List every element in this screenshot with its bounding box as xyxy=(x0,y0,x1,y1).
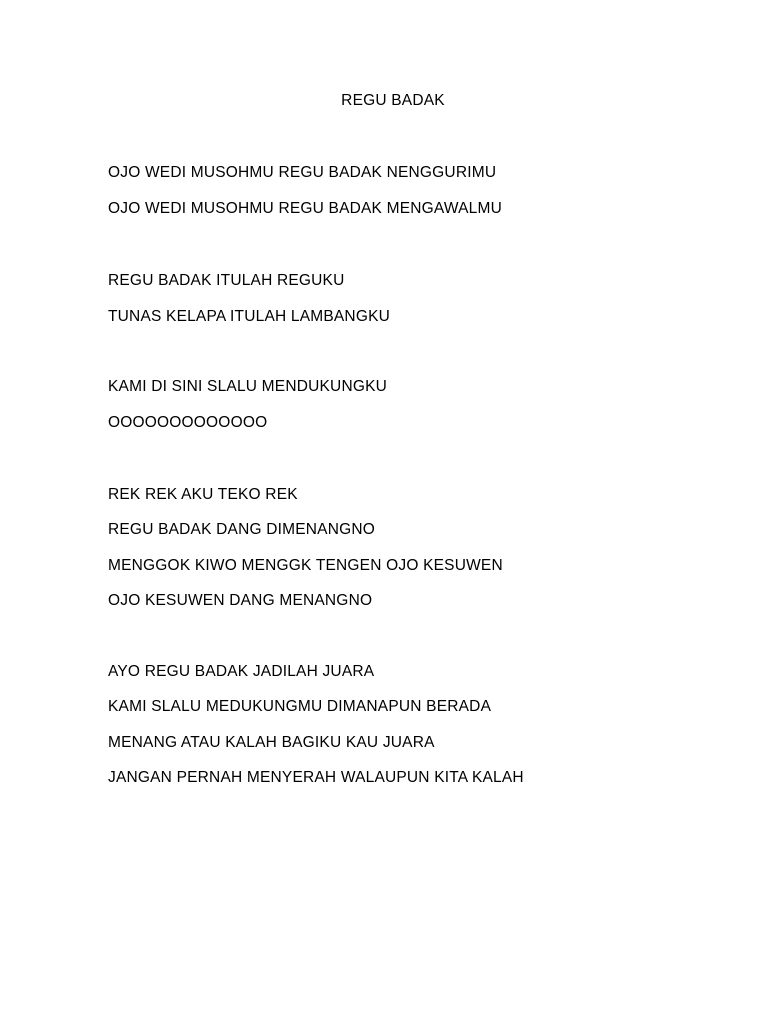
stanza-4-line-2: REGU BADAK DANG DIMENANGNO xyxy=(108,521,376,538)
stanza-1-line-2: OJO WEDI MUSOHMU REGU BADAK MENGAWALMU xyxy=(108,200,502,217)
document-title: REGU BADAK xyxy=(341,92,445,109)
stanza-2-line-2: TUNAS KELAPA ITULAH LAMBANGKU xyxy=(108,308,391,325)
stanza-3-line-1: KAMI DI SINI SLALU MENDUKUNGKU xyxy=(108,378,388,395)
stanza-2-line-1: REGU BADAK ITULAH REGUKU xyxy=(108,272,345,289)
stanza-1-line-1: OJO WEDI MUSOHMU REGU BADAK NENGGURIMU xyxy=(108,164,497,181)
stanza-5-line-1: AYO REGU BADAK JADILAH JUARA xyxy=(108,663,375,680)
stanza-5-line-4: JANGAN PERNAH MENYERAH WALAUPUN KITA KALAH xyxy=(108,769,524,786)
stanza-4-line-3: MENGGOK KIWO MENGGK TENGEN OJO KESUWEN xyxy=(108,557,503,574)
stanza-4-line-4: OJO KESUWEN DANG MENANGNO xyxy=(108,592,373,609)
stanza-5-line-3: MENANG ATAU KALAH BAGIKU KAU JUARA xyxy=(108,734,435,751)
stanza-5-line-2: KAMI SLALU MEDUKUNGMU DIMANAPUN BERADA xyxy=(108,698,492,715)
stanza-4-line-1: REK REK AKU TEKO REK xyxy=(108,486,298,503)
stanza-3-line-2: OOOOOOOOOOOOO xyxy=(108,414,268,431)
